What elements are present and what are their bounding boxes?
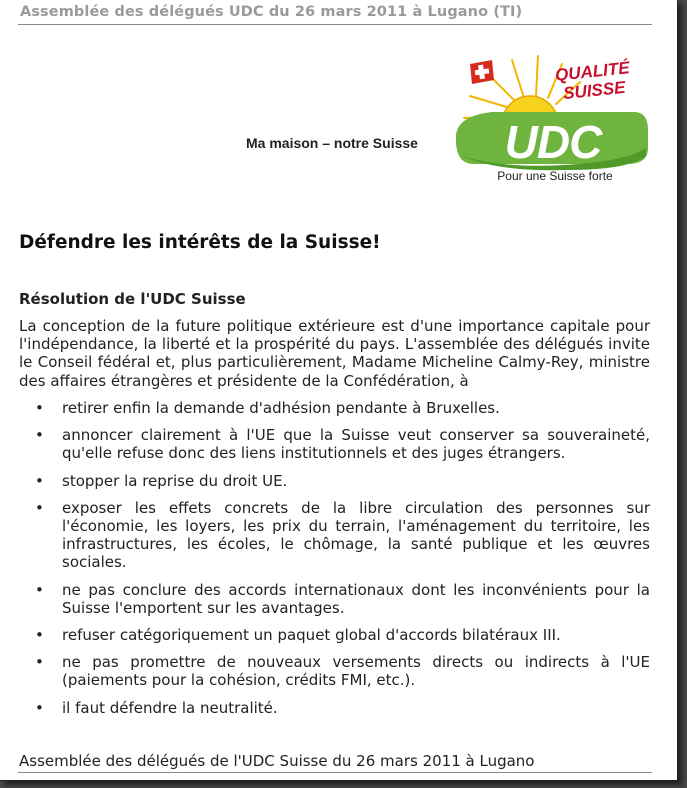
intro-paragraph: La conception de la future politique extérieure est d'une importance capitale pour l'indépendance, la liberté et la prospérité du pays. L'assemblée des délégués invite le Conseil fédéral et, plus particulièrement, Madame Micheline Calmy-Rey, ministre des affaires étrangères et présidente de la Confédération, à [19, 317, 650, 390]
logo-name: UDC [504, 116, 602, 168]
bullet-icon: • [35, 580, 44, 599]
list-item-text: retirer enfin la demande d'adhésion pendante à Bruxelles. [62, 399, 500, 417]
quality-line-2: SUISSE [562, 77, 627, 104]
document-title: Défendre les intérêts de la Suisse! [19, 232, 381, 253]
bullet-icon: • [35, 698, 44, 717]
bullet-icon: • [35, 626, 44, 645]
page-footer: Assemblée des délégués de l'UDC Suisse du 26 mars 2011 à Lugano [19, 752, 535, 770]
quality-label [554, 58, 632, 104]
bullet-icon: • [35, 653, 44, 672]
bullet-icon: • [35, 426, 44, 445]
header-divider [18, 24, 652, 25]
bullet-icon: • [35, 471, 44, 490]
list-item [19, 626, 650, 644]
footer-divider [18, 772, 652, 773]
list-item-text: stopper la reprise du droit UE. [62, 471, 288, 490]
logo-tagline: Pour une Suisse forte [497, 169, 613, 183]
list-item [19, 499, 650, 572]
list-item-text: refuser catégoriquement un paquet global d'accords bilatéraux III. [62, 626, 561, 645]
list-item [19, 426, 650, 462]
list-item [19, 653, 650, 689]
list-item [19, 399, 650, 417]
resolution-list [19, 399, 650, 726]
list-item-text: annoncer clairement à l'UE que la Suisse veut conserver sa souveraineté, qu'elle refuse donc des liens institutionnels et des juges étrangers. [62, 426, 650, 463]
quality-line-1: QUALITÉ [554, 58, 631, 85]
list-item [19, 699, 650, 717]
list-item-text: exposer les effets concrets de la libre circulation des personnes sur l'économie, les loyers, les prix du terrain, l'aménagement du territoire, les infrastructures, les écoles, le chômage, la santé publique et les œuvres sociales. [62, 498, 650, 572]
slogan: Ma maison – notre Suisse [246, 135, 418, 151]
list-item-text: ne pas promettre de nouveaux versements directs ou indirects à l'UE (paiements pour la cohésion, crédits FMI, etc.). [62, 653, 650, 690]
document-subtitle: Résolution de l'UDC Suisse [19, 290, 246, 308]
list-item [19, 472, 650, 490]
swiss-flag [470, 60, 494, 84]
bullet-icon: • [35, 399, 44, 417]
list-item-text: il faut défendre la neutralité. [62, 698, 278, 717]
list-item-text: ne pas conclure des accords internationaux dont les inconvénients pour la Suisse l'emportent sur les avantages. [62, 580, 650, 617]
page-header: Assemblée des délégués UDC du 26 mars 2011 à Lugano (TI) [20, 4, 523, 20]
udc-logo [448, 52, 653, 187]
list-item [19, 581, 650, 617]
bullet-icon: • [35, 498, 44, 517]
